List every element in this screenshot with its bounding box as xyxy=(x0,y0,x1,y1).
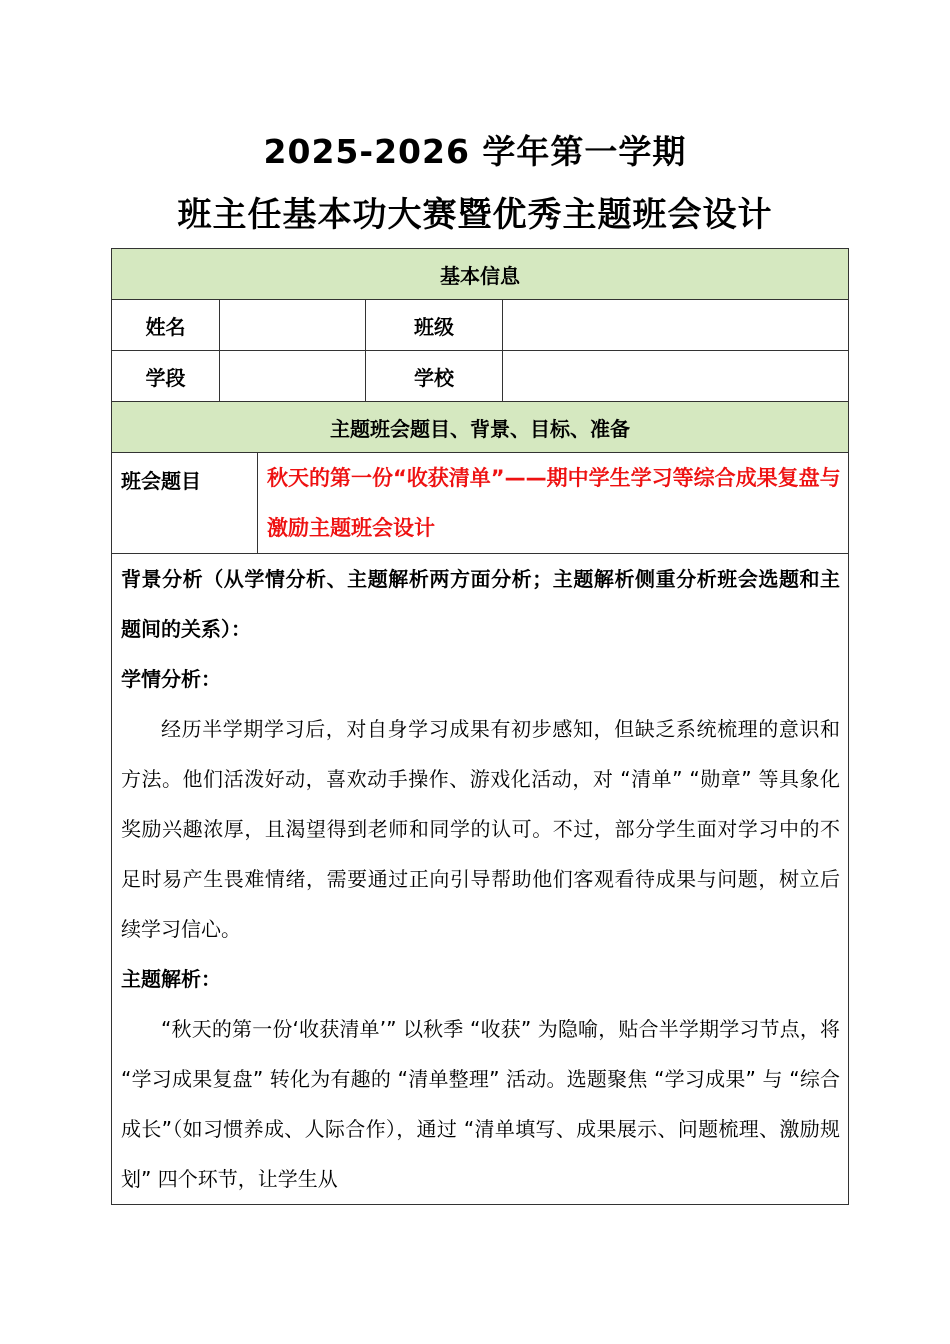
background-heading: 背景分析（从学情分析、主题解析两方面分析；主题解析侧重分析班会选题和主题间的关系）： xyxy=(121,567,841,641)
design-form-table xyxy=(111,248,849,1205)
school-label: 学校 xyxy=(366,351,503,402)
document-title-line1: 2025-2026 学年第一学期 xyxy=(263,132,687,171)
class-label: 班级 xyxy=(366,300,503,351)
basic-info-heading: 基本信息 xyxy=(112,249,849,300)
student-analysis-paragraph: 经历半学期学习后，对自身学习成果有初步感知，但缺乏系统梳理的意识和方法。他们活泼好动，喜欢动手操作、游戏化活动，对 “清单” “勋章” 等具象化奖励兴趣浓厚，且渴望得到老师和同学的认可。不过，部分学生面对学习中的不足时易产生畏难情绪，需要通过正向引导帮助他们客观看待成果与问题，树立后续学习信心。 xyxy=(121,717,841,941)
topic-row xyxy=(112,453,849,554)
background-row xyxy=(112,554,849,1205)
student-analysis-heading: 学情分析： xyxy=(121,667,221,691)
name-value-cell[interactable] xyxy=(220,300,366,351)
topic-text: 秋天的第一份“收获清单”——期中学生学习等综合成果复盘与激励主题班会设计 xyxy=(258,453,849,554)
stage-label: 学段 xyxy=(112,351,220,402)
topic-section-header-row xyxy=(112,402,849,453)
topic-section-heading: 主题班会题目、背景、目标、准备 xyxy=(112,402,849,453)
basic-info-header-row xyxy=(112,249,849,300)
background-content-cell xyxy=(112,554,849,1205)
name-class-row xyxy=(112,300,849,351)
document-title-line2: 班主任基本功大赛暨优秀主题班会设计 xyxy=(177,195,773,235)
class-value-cell[interactable] xyxy=(503,300,849,351)
school-value-cell[interactable] xyxy=(503,351,849,402)
topic-label: 班会题目 xyxy=(112,453,258,554)
stage-school-row xyxy=(112,351,849,402)
stage-value-cell[interactable] xyxy=(220,351,366,402)
name-label: 姓名 xyxy=(112,300,220,351)
theme-analysis-paragraph: “秋天的第一份‘收获清单’” 以秋季 “收获” 为隐喻，贴合半学期学习节点，将 “学习成果复盘” 转化为有趣的 “清单整理” 活动。选题聚焦 “学习成果” 与 “综合成长”（如习惯养成、人际合作），通过 “清单填写、成果展示、问题梳理、激励规划” 四个环节，让学生从 xyxy=(121,1017,841,1191)
theme-analysis-heading: 主题解析： xyxy=(121,967,221,991)
